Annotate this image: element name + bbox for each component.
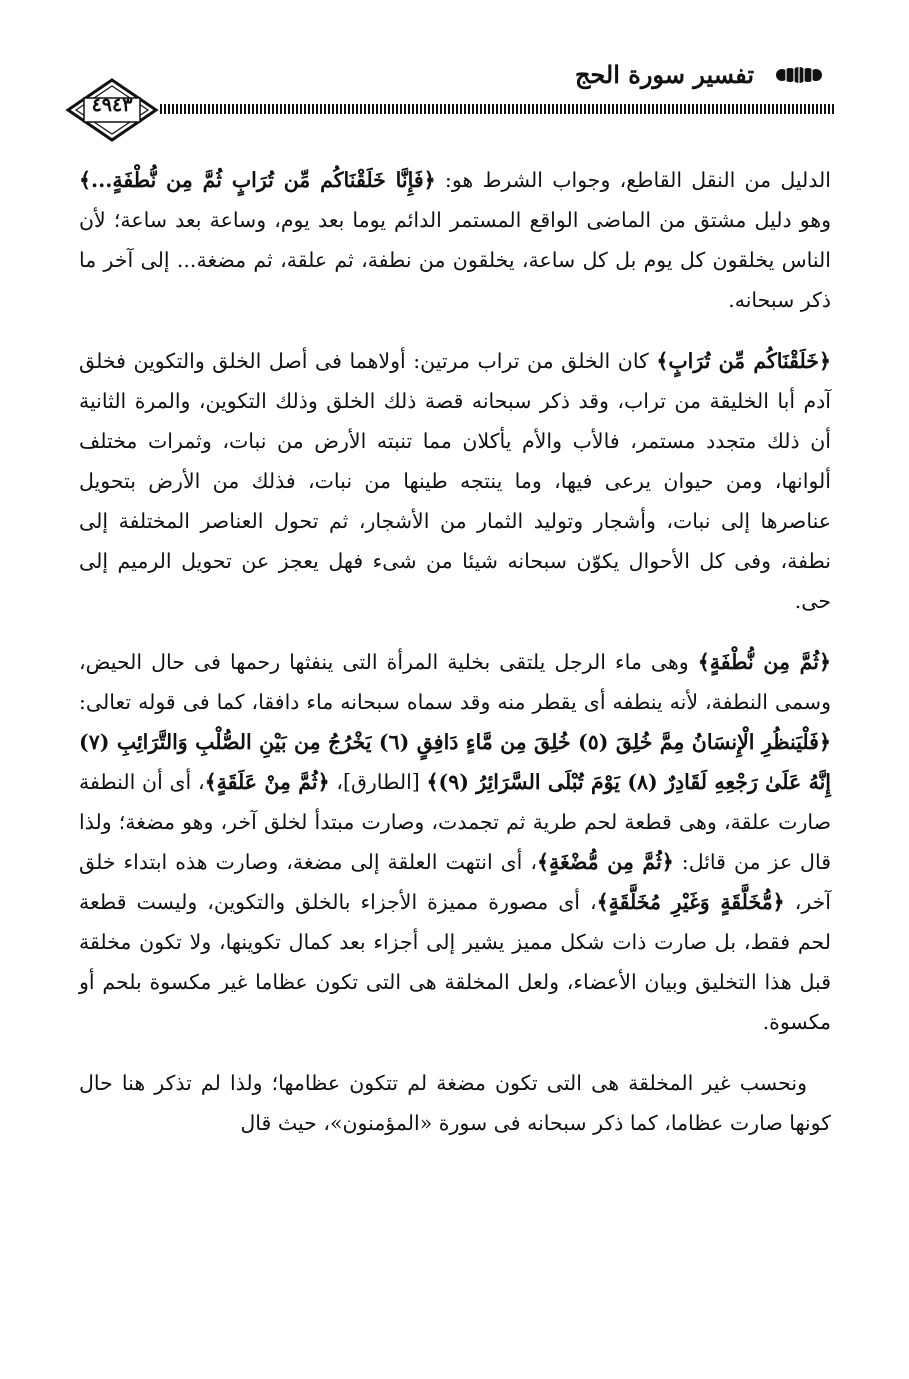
paragraph-3: [79, 642, 831, 1042]
quran-verse: ﴿خَلَقْنَاكُم مِّن تُرَابٍ﴾: [656, 349, 831, 373]
paragraph-4: [79, 1063, 831, 1143]
text: ، أى انتهت العلقة إلى مضغة، وصارت هذه ابتداء خلق آخر،: [79, 850, 832, 914]
quran-verse: ﴿فَإِنَّا خَلَقْنَاكُم مِّن تُرَابٍ ثُمَّ مِن نُّطْفَةٍ...﴾: [79, 168, 436, 192]
text: وهى ماء الرجل يلتقى بخلية المرأة التى ينفثها رحمها فى حال الحيض، وسمى النطفة، لأنه ينطفه أى يقطر منه وقد سماه سبحانه ماء دافقا، كما فى قوله تعالى:: [79, 650, 831, 714]
header-rule: [160, 104, 834, 114]
paragraph-1: [79, 160, 831, 320]
quran-verse: ﴿ثُمَّ مِن نُّطْفَةٍ﴾: [697, 650, 831, 674]
text: الدليل من النقل القاطع، وجواب الشرط هو:: [435, 168, 831, 192]
ornament-icon: [764, 58, 834, 92]
text: وهو دليل مشتق من الماضى الواقع المستمر الدائم يوما بعد يوم، وساعة بعد ساعة؛ لأن الناس يخلقون كل يوم بل كل ساعة، يخلقون من نطفة، ثم علقة، ثم مضغة... إلى آخر ما ذكر سبحانه.: [79, 208, 831, 312]
page-header: [64, 58, 834, 148]
text: ، أى مصورة مميزة الأجزاء بالخلق والتكوين، وليست قطعة لحم فقط، بل صارت ذات شكل مميز يشير إلى أجزاء بعد كمال تكوينها، ولا تكون مخلقة قبل هذا التخليق وبيان الأعضاء، ولعل المخلقة هى التى تكون عظاما غير مكسوة بلحم أو مكسوة.: [79, 890, 831, 1034]
quran-verse: ﴿مُّخَلَّقَةٍ وَغَيْرِ مُخَلَّقَةٍ﴾: [596, 890, 785, 914]
text: كان الخلق من تراب مرتين: أولاهما فى أصل الخلق والتكوين فخلق آدم أبا الخليقة من تراب، وقد ذكر سبحانه قصة ذلك الخلق وذلك التكوين، والمرة الثانية أن ذلك متجدد مستمر، فالأب والأم يأكلان مما تنبته الأرض من نبات، وثمرات مختلف ألوانها، ومن حيوان يرعى فيها، وما ينتجه طينها من نبات، فذلك من الأرض بتحويل عناصرها إلى نبات، وأشجار وتوليد الثمار من الأشجار، ثم تحول العناصر المختلفة إلى نطفة، وفى كل الأحوال يكوّن سبحانه شيئا من شىء فهل يعجز عن تحويل الرميم إلى حى.: [79, 349, 831, 613]
quran-verse: ﴿فَلْيَنظُرِ الْإِنسَانُ مِمَّ خُلِقَ (٥) خُلِقَ مِن مَّاءٍ دَافِقٍ (٦) يَخْرُجُ مِن بَيْنِ الصُّلْبِ وَالتَّرَائِبِ (٧) إِنَّهُ عَلَىٰ رَجْعِهِ لَقَادِرٌ (٨) يَوْمَ تُبْلَى السَّرَائِرُ (٩)﴾: [79, 730, 831, 794]
quran-verse: ﴿ثُمَّ مِنْ عَلَقَةٍ﴾: [204, 770, 330, 794]
quran-verse: ﴿ثُمَّ مِن مُّضْغَةٍ﴾: [536, 850, 674, 874]
text: ونحسب غير المخلقة هى التى تكون مضغة لم تتكون عظامها؛ ولذا لم تذكر هنا حال كونها صارت عظاما، كما ذكر سبحانه فى سورة «المؤمنون»، حيث قال: [79, 1071, 831, 1135]
page-number: ٤٩٤٣: [91, 94, 133, 116]
text: [الطارق]،: [329, 770, 427, 794]
paragraph-2: [79, 341, 831, 621]
text: ، أى أن النطفة صارت علقة، وهى قطعة لحم طرية ثم تجمدت، وصارت مبتدأ لخلق آخر، وهو مضغة؛ ولذا قال عز من قائل:: [79, 770, 831, 874]
running-title: تفسير سورة الحج: [574, 60, 754, 89]
main-text: [79, 160, 831, 1164]
